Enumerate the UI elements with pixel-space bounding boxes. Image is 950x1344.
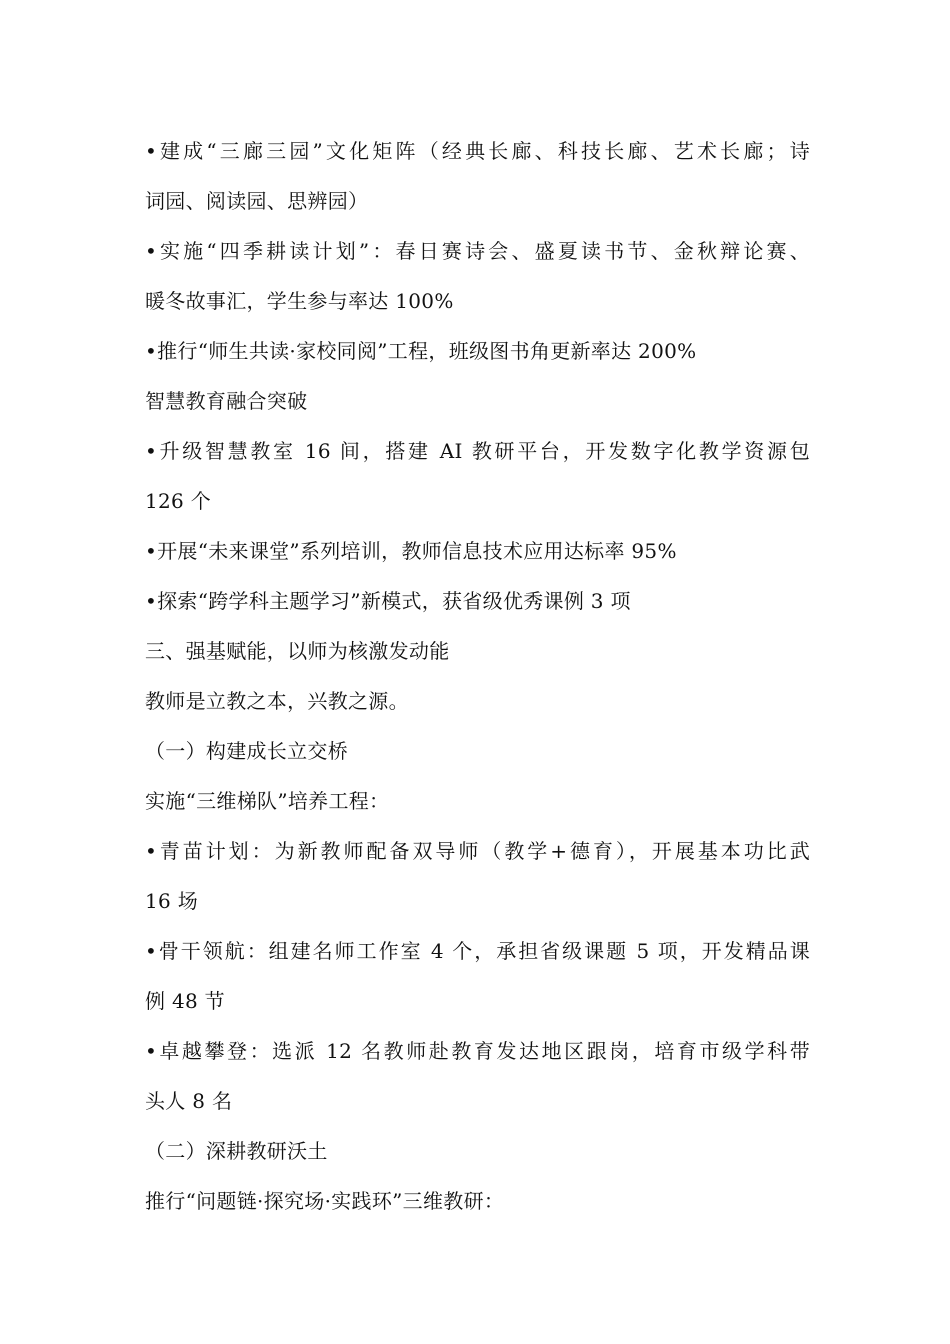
bullet-excellence-climb-cont: 头人 8 名 [145, 1089, 233, 1113]
bullet-four-seasons-reading: •实施“四季耕读计划”：春日赛诗会、盛夏读书节、金秋辩论赛、 [145, 239, 810, 263]
bullet-smart-classroom: •升级智慧教室 16 间，搭建 AI 教研平台，开发数字化教学资源包 [145, 439, 810, 463]
bullet-culture-matrix-cont: 词园、阅读园、思辨园） [145, 189, 369, 213]
paragraph-teachers: 教师是立教之本，兴教之源。 [145, 689, 409, 713]
bullet-backbone-lead-cont: 例 48 节 [145, 989, 225, 1013]
bullet-culture-matrix: •建成“三廊三园”文化矩阵（经典长廊、科技长廊、艺术长廊；诗 [145, 139, 810, 163]
subheading-teaching-research: （二）深耕教研沃土 [145, 1139, 328, 1163]
bullet-cross-discipline: •探索“跨学科主题学习”新模式，获省级优秀课例 3 项 [145, 589, 631, 613]
bullet-seedling-plan-cont: 16 场 [145, 889, 199, 913]
bullet-shared-reading: •推行“师生共读·家校同阅”工程，班级图书角更新率达 200% [145, 339, 697, 363]
bullet-seedling-plan: •青苗计划：为新教师配备双导师（教学+德育），开展基本功比武 [145, 839, 810, 863]
bullet-backbone-lead: •骨干领航：组建名师工作室 4 个，承担省级课题 5 项，开发精品课 [145, 939, 810, 963]
bullet-smart-classroom-cont: 126 个 [145, 489, 212, 513]
document-body [145, 126, 810, 1226]
section-heading-three: 三、强基赋能，以师为核激发动能 [145, 639, 450, 663]
paragraph-three-tier: 实施“三维梯队”培养工程： [145, 789, 390, 813]
bullet-four-seasons-reading-cont: 暖冬故事汇，学生参与率达 100% [145, 289, 454, 313]
bullet-excellence-climb: •卓越攀登：选派 12 名教师赴教育发达地区跟岗，培育市级学科带 [145, 1039, 810, 1063]
subheading-smart-education: 智慧教育融合突破 [145, 389, 308, 413]
bullet-future-classroom: •开展“未来课堂”系列培训，教师信息技术应用达标率 95% [145, 539, 677, 563]
subheading-growth-bridge: （一）构建成长立交桥 [145, 739, 348, 763]
paragraph-three-dimension-research: 推行“问题链·探究场·实践环”三维教研： [145, 1189, 505, 1213]
